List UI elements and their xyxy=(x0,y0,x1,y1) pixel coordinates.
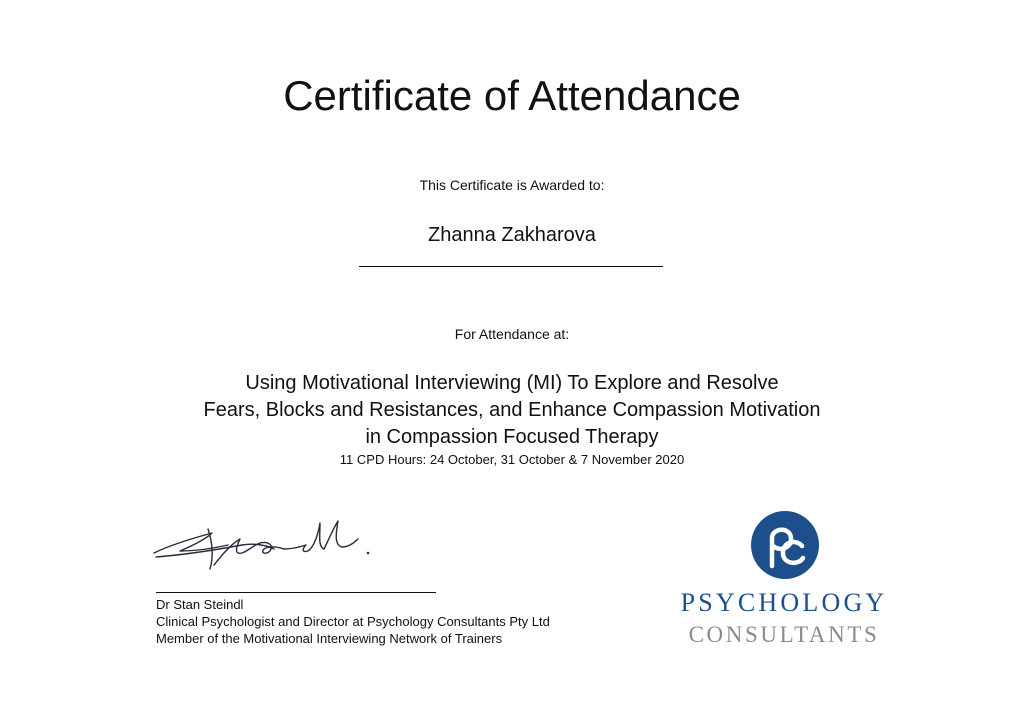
course-title-line: Fears, Blocks and Resistances, and Enhance Compassion Motivation xyxy=(203,399,821,421)
certificate-title: Certificate of Attendance xyxy=(283,72,741,119)
signatory-block xyxy=(156,596,550,647)
course-title-line: in Compassion Focused Therapy xyxy=(365,426,659,448)
psychology-consultants-logo-icon xyxy=(750,510,820,580)
logo-wordmark-psychology: PSYCHOLOGY xyxy=(680,588,888,617)
signature-line xyxy=(156,592,436,593)
signatory-role: Clinical Psychologist and Director at Psychology Consultants Pty Ltd xyxy=(156,614,550,629)
course-title xyxy=(0,370,1024,451)
handwritten-signature xyxy=(150,515,390,583)
attendance-label: For Attendance at: xyxy=(454,326,570,342)
course-title-line: Using Motivational Interviewing (MI) To Explore and Resolve xyxy=(245,372,779,394)
signatory-name: Dr Stan Steindl xyxy=(156,597,244,612)
recipient-name: Zhanna Zakharova xyxy=(428,224,596,246)
logo-wordmark-consultants: CONSULTANTS xyxy=(688,622,880,647)
cpd-details: 11 CPD Hours: 24 October, 31 October & 7 November 2020 xyxy=(339,452,685,467)
signatory-membership: Member of the Motivational Interviewing Network of Trainers xyxy=(156,631,503,646)
recipient-underline xyxy=(359,266,663,267)
awarded-label: This Certificate is Awarded to: xyxy=(419,177,605,193)
